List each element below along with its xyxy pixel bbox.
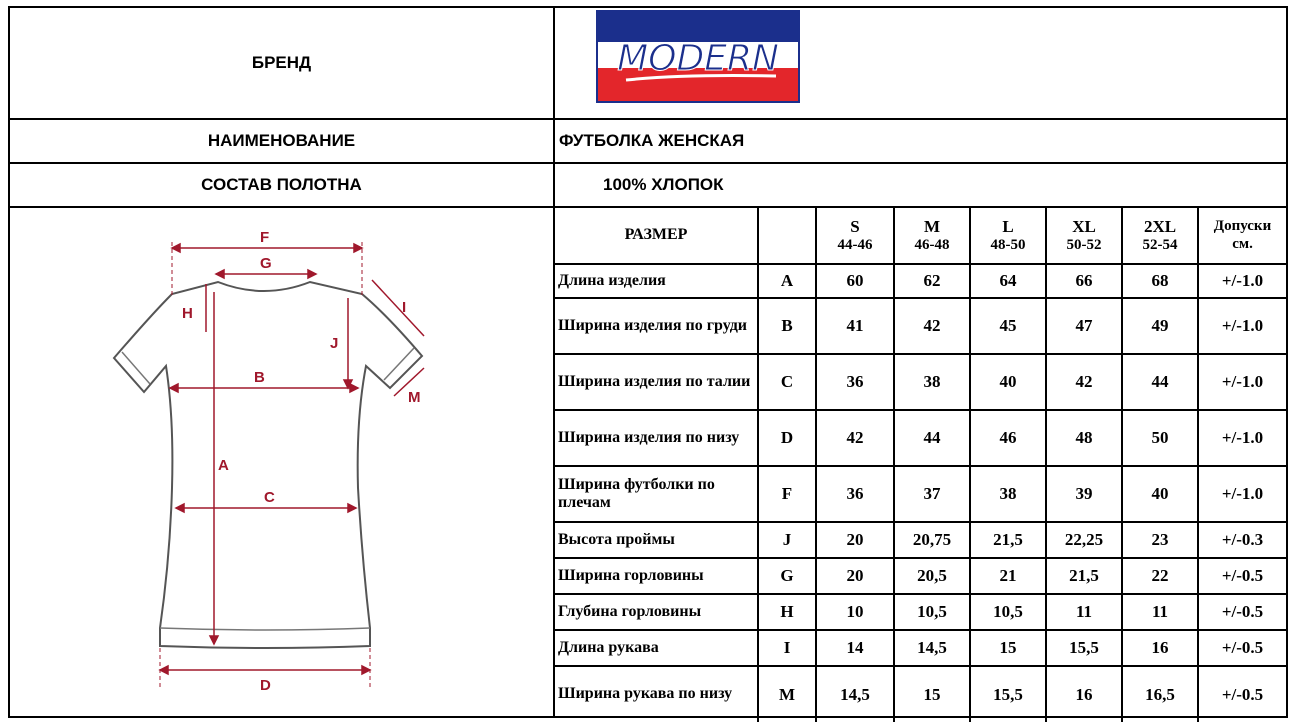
table-row: Длина рукава I 14 14,5 15 15,5 16 +/-0.5: [555, 630, 1286, 666]
label-m: M: [408, 389, 421, 406]
tshirt-drawing: [10, 208, 555, 716]
label-b: B: [254, 369, 265, 386]
tshirt-drawing-panel: [10, 208, 555, 716]
table-row: Ширина изделия по низу D 42 44 46 48 50 +/-1.0: [555, 410, 1286, 466]
fabric-row: [10, 164, 1286, 208]
table-row: Ширина изделия по талии C 36 38 40 42 44 +/-1.0: [555, 354, 1286, 410]
label-a: A: [218, 457, 229, 474]
table-row: Ширина изделия по груди B 41 42 45 47 49 +/-1.0: [555, 298, 1286, 354]
table-row: Ширина горловины G 20 20,5 21 21,5 22 +/-0.5: [555, 558, 1286, 594]
table-row: Глубина горловины H 10 10,5 10,5 11 11 +/-0.5: [555, 594, 1286, 630]
code-header-cell: [758, 208, 816, 264]
label-c: C: [264, 489, 275, 506]
label-h: H: [182, 305, 193, 322]
table-row: Высота проймы J 20 20,75 21,5 22,25 23 +/-0.3: [555, 522, 1286, 558]
size-chart-frame: [8, 6, 1288, 718]
label-f: F: [260, 229, 270, 246]
brand-label: БРЕНД: [10, 8, 555, 118]
fabric-value: 100% ХЛОПОК: [603, 175, 724, 194]
name-row: [10, 120, 1286, 164]
table-row: Ширина футболки по плечам F 36 37 38 39 40 +/-1.0: [555, 466, 1286, 522]
label-i: I: [402, 299, 407, 316]
logo-text: MODERN: [617, 38, 779, 79]
size-col-l: L 48-50: [970, 208, 1046, 264]
name-label: НАИМЕНОВАНИЕ: [10, 120, 555, 162]
table-row: Длина изделия A 60 62 64 66 68 +/-1.0: [555, 264, 1286, 298]
tolerance-header: Допуски см.: [1198, 208, 1286, 264]
label-d: D: [260, 677, 271, 694]
table-row: Ширина рукава по низу M 14,5 15 15,5 16 16,5 +/-0.5: [555, 666, 1286, 722]
modern-logo: [596, 10, 800, 103]
label-j: J: [330, 335, 339, 352]
size-col-s: S 44-46: [816, 208, 894, 264]
size-col-xl: XL 50-52: [1046, 208, 1122, 264]
size-header-row: [555, 208, 1286, 264]
label-g: G: [260, 255, 272, 272]
tshirt-outline: [114, 282, 422, 648]
size-col-2xl: 2XL 52-54: [1122, 208, 1198, 264]
size-col-m: M 46-48: [894, 208, 970, 264]
name-value: ФУТБОЛКА ЖЕНСКАЯ: [559, 131, 745, 150]
size-header: РАЗМЕР: [555, 208, 758, 264]
fabric-label: СОСТАВ ПОЛОТНА: [10, 164, 555, 206]
size-table: [555, 208, 1286, 722]
